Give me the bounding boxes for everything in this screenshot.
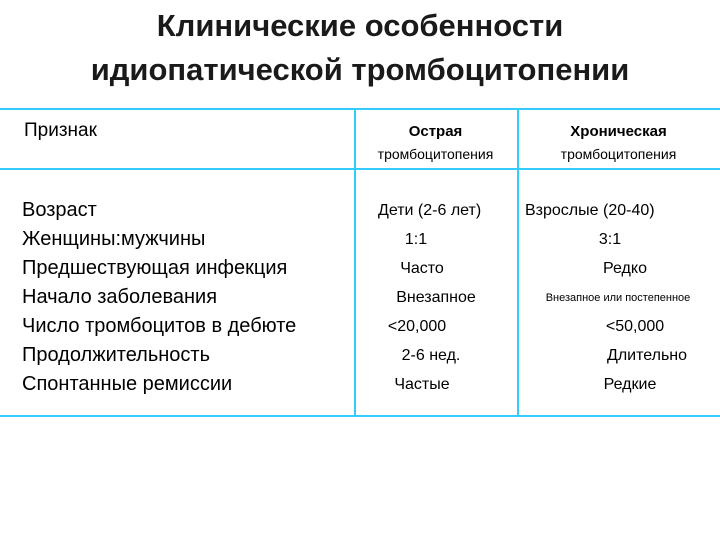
row-chronic-duration: Длительно xyxy=(606,347,688,364)
row-chronic-prior-infection: Редко xyxy=(603,260,647,277)
row-label-sex-ratio: Женщины:мужчины xyxy=(22,228,206,250)
header-chronic-subtitle: тромбоцитопения xyxy=(560,146,677,162)
header-chronic xyxy=(517,121,720,165)
row-acute-onset: Внезапное xyxy=(396,289,476,306)
row-acute-remissions: Частые xyxy=(394,376,450,393)
header-acute-title: Острая xyxy=(408,123,463,140)
header-label: Признак xyxy=(24,120,97,141)
row-label-prior-infection: Предшествующая инфекция xyxy=(22,257,288,279)
table-header-rule xyxy=(0,168,720,170)
table-bottom-rule xyxy=(0,415,720,417)
row-acute-prior-infection: Часто xyxy=(400,260,444,277)
row-label-duration: Продолжительность xyxy=(22,344,210,366)
row-acute-platelet-count: <20,000 xyxy=(387,318,447,335)
header-acute-subtitle: тромбоцитопения xyxy=(377,146,494,162)
row-label-onset: Начало заболевания xyxy=(22,286,218,308)
row-chronic-age: Взрослые (20-40) xyxy=(525,202,655,219)
slide-title-line-1: Клинические особенности xyxy=(156,8,564,43)
row-acute-age: Дети (2-6 лет) xyxy=(378,202,482,219)
row-label-age: Возраст xyxy=(22,199,97,221)
slide-title-line-2: идиопатической тромбоцитопении xyxy=(90,52,630,87)
row-acute-duration: 2-6 нед. xyxy=(401,347,461,364)
header-chronic-title: Хроническая xyxy=(570,123,667,140)
row-label-remissions: Спонтанные ремиссии xyxy=(22,373,233,395)
row-label-platelet-count: Число тромбоцитов в дебюте xyxy=(22,315,297,337)
row-chronic-platelet-count: <50,000 xyxy=(605,318,665,335)
header-acute xyxy=(354,121,517,165)
table-top-rule xyxy=(0,108,720,110)
row-chronic-onset: Внезапное или постепенное xyxy=(545,292,691,304)
row-acute-sex-ratio: 1:1 xyxy=(404,231,428,248)
row-chronic-remissions: Редкие xyxy=(603,376,657,393)
row-chronic-sex-ratio: 3:1 xyxy=(598,231,622,248)
